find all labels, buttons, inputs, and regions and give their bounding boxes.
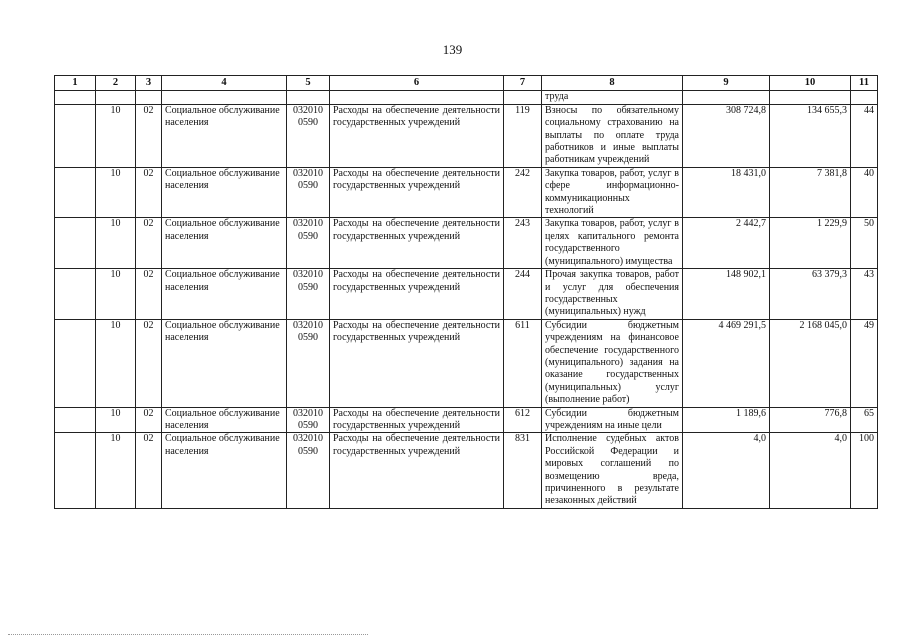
table-row [55, 167, 878, 218]
page-number: 139 [442, 42, 463, 57]
header-cell: 3 [136, 76, 162, 91]
cell-col5: 032010 0590 [287, 433, 330, 508]
cell-col2: 10 [96, 269, 136, 320]
table-row [55, 319, 878, 407]
cell-col7: 831 [504, 433, 542, 508]
cell-col11: 50 [851, 218, 878, 269]
header-cell: 7 [504, 76, 542, 91]
cell-col3: 02 [136, 104, 162, 167]
cell-col7: 243 [504, 218, 542, 269]
continuation-text: труда [542, 91, 683, 104]
cell-col8: Прочая закупка товаров, работ и услуг для обеспечения государственных (муниципальных) нужд [542, 269, 683, 320]
cell-col5: 032010 0590 [287, 104, 330, 167]
header-cell: 4 [162, 76, 287, 91]
cell [287, 91, 330, 104]
header-row [55, 76, 878, 91]
cell-col10: 1 229,9 [770, 218, 851, 269]
cell-col9: 1 189,6 [683, 407, 770, 433]
cell-col9: 18 431,0 [683, 167, 770, 218]
cell-col4: Социальное обслуживание населения [162, 167, 287, 218]
cell-col2: 10 [96, 167, 136, 218]
cell-col4: Социальное обслуживание населения [162, 218, 287, 269]
cell [770, 91, 851, 104]
cell-col6: Расходы на обеспечение деятельности государственных учреждений [330, 104, 504, 167]
cell-col8: Исполнение судебных актов Российской Федерации и мировых соглашений по возмещению вреда, причиненного в результате незаконных действий [542, 433, 683, 508]
cell-col6: Расходы на обеспечение деятельности государственных учреждений [330, 319, 504, 407]
header-cell: 2 [96, 76, 136, 91]
header-cell: 9 [683, 76, 770, 91]
cell-col8: Закупка товаров, работ, услуг в сфере информационно-коммуникационных технологий [542, 167, 683, 218]
cell [55, 269, 96, 320]
cell-col3: 02 [136, 433, 162, 508]
cell-col6: Расходы на обеспечение деятельности государственных учреждений [330, 269, 504, 320]
cell [55, 91, 96, 104]
cell-col4: Социальное обслуживание населения [162, 319, 287, 407]
cell-col7: 612 [504, 407, 542, 433]
cell-col9: 308 724,8 [683, 104, 770, 167]
cell [55, 104, 96, 167]
cell-col6: Расходы на обеспечение деятельности государственных учреждений [330, 407, 504, 433]
cell-col11: 40 [851, 167, 878, 218]
header-cell: 8 [542, 76, 683, 91]
cell-col4: Социальное обслуживание населения [162, 269, 287, 320]
cell-col5: 032010 0590 [287, 269, 330, 320]
header-cell: 11 [851, 76, 878, 91]
cell-col7: 242 [504, 167, 542, 218]
table-row [55, 218, 878, 269]
cell [96, 91, 136, 104]
cell-col6: Расходы на обеспечение деятельности государственных учреждений [330, 218, 504, 269]
cell [330, 91, 504, 104]
cell-col11: 100 [851, 433, 878, 508]
cell-col5: 032010 0590 [287, 407, 330, 433]
cell-col9: 4 469 291,5 [683, 319, 770, 407]
cell-col9: 4,0 [683, 433, 770, 508]
cell-col10: 63 379,3 [770, 269, 851, 320]
cell-col2: 10 [96, 218, 136, 269]
cell-col3: 02 [136, 319, 162, 407]
table-row [55, 433, 878, 508]
cell [55, 407, 96, 433]
header-cell: 10 [770, 76, 851, 91]
footer-divider [8, 634, 368, 636]
cell-col8: Закупка товаров, работ, услуг в целях капитального ремонта государственного (муниципального) имущества [542, 218, 683, 269]
cell-col10: 2 168 045,0 [770, 319, 851, 407]
cell-col8: Субсидии бюджетным учреждениям на финансовое обеспечение государственного (муниципального) задания на оказание государственных (муниципальных) услуг (выполнение работ) [542, 319, 683, 407]
cell-col2: 10 [96, 104, 136, 167]
budget-table [54, 75, 878, 509]
cell-col5: 032010 0590 [287, 218, 330, 269]
cell-col2: 10 [96, 407, 136, 433]
cell [683, 91, 770, 104]
cell-col11: 49 [851, 319, 878, 407]
table-row [55, 269, 878, 320]
cell-col7: 244 [504, 269, 542, 320]
cell-col2: 10 [96, 433, 136, 508]
cell [162, 91, 287, 104]
cell-col10: 7 381,8 [770, 167, 851, 218]
cell [851, 91, 878, 104]
cell-col5: 032010 0590 [287, 319, 330, 407]
continuation-row [55, 91, 878, 104]
cell-col11: 44 [851, 104, 878, 167]
cell-col4: Социальное обслуживание населения [162, 407, 287, 433]
cell-col10: 4,0 [770, 433, 851, 508]
cell [504, 91, 542, 104]
cell-col5: 032010 0590 [287, 167, 330, 218]
cell-col9: 2 442,7 [683, 218, 770, 269]
cell-col3: 02 [136, 167, 162, 218]
cell-col11: 43 [851, 269, 878, 320]
cell [55, 319, 96, 407]
cell-col2: 10 [96, 319, 136, 407]
cell-col3: 02 [136, 269, 162, 320]
cell-col3: 02 [136, 218, 162, 269]
header-cell: 6 [330, 76, 504, 91]
cell-col8: Взносы по обязательному социальному страхованию на выплаты по оплате труда работников и иные выплаты работникам учреждений [542, 104, 683, 167]
cell-col8: Субсидии бюджетным учреждениям на иные цели [542, 407, 683, 433]
cell [55, 218, 96, 269]
table-row [55, 407, 878, 433]
cell [136, 91, 162, 104]
cell-col6: Расходы на обеспечение деятельности государственных учреждений [330, 167, 504, 218]
cell-col4: Социальное обслуживание населения [162, 433, 287, 508]
header-cell: 1 [55, 76, 96, 91]
cell-col7: 119 [504, 104, 542, 167]
cell-col4: Социальное обслуживание населения [162, 104, 287, 167]
cell [55, 433, 96, 508]
cell-col10: 776,8 [770, 407, 851, 433]
header-cell: 5 [287, 76, 330, 91]
cell-col9: 148 902,1 [683, 269, 770, 320]
cell-col11: 65 [851, 407, 878, 433]
cell-col6: Расходы на обеспечение деятельности государственных учреждений [330, 433, 504, 508]
cell [55, 167, 96, 218]
cell-col10: 134 655,3 [770, 104, 851, 167]
cell-col3: 02 [136, 407, 162, 433]
cell-col7: 611 [504, 319, 542, 407]
table-row [55, 104, 878, 167]
